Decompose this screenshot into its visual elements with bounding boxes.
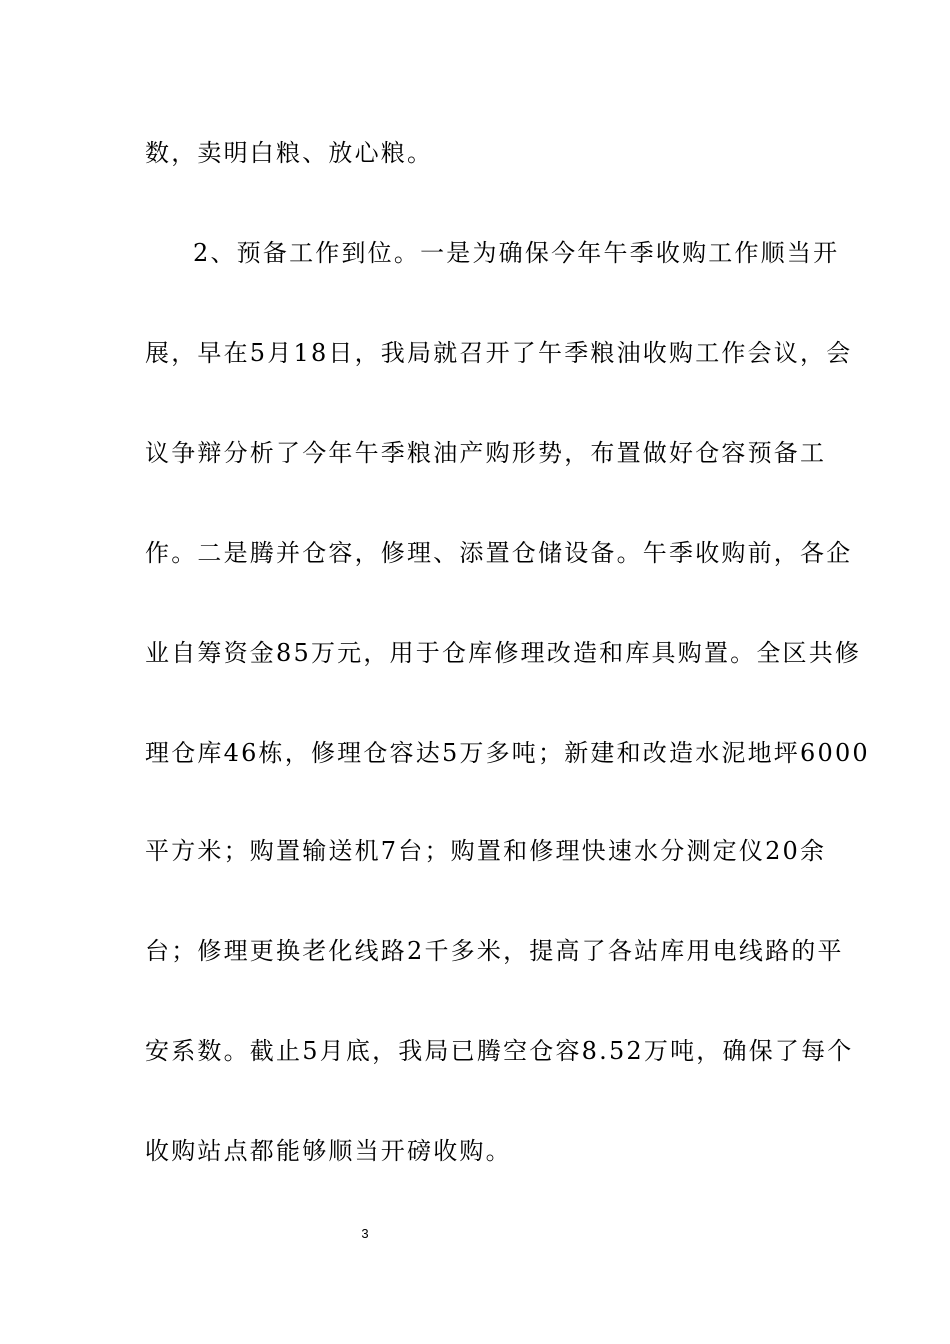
paragraph-line-6: 业自筹资金85万元，用于仓库修理改造和库具购置。全区共修 (145, 639, 862, 667)
paragraph-line-9: 台；修理更换老化线路2千多米，提高了各站库用电线路的平 (145, 937, 844, 965)
paragraph-line-1: 数，卖明白粮、放心粮。 (145, 139, 434, 167)
page-number: 3 (361, 1226, 369, 1241)
paragraph-line-8: 平方米；购置输送机7台；购置和修理快速水分测定仪20余 (145, 837, 827, 865)
paragraph-line-7: 理仓库46栋，修理仓容达5万多吨；新建和改造水泥地坪6000 (145, 739, 870, 767)
paragraph-line-10: 安系数。截止5月底，我局已腾空仓容8.52万吨，确保了每个 (145, 1037, 854, 1065)
paragraph-line-5: 作。二是腾并仓容，修理、添置仓储设备。午季收购前，各企 (145, 539, 853, 567)
paragraph-line-3: 展，早在5月18日，我局就召开了午季粮油收购工作会议，会 (145, 339, 853, 367)
paragraph-line-4: 议争辩分析了今年午季粮油产购形势，布置做好仓容预备工 (145, 439, 827, 467)
paragraph-line-11: 收购站点都能够顺当开磅收购。 (145, 1137, 512, 1165)
paragraph-line-2: 2、预备工作到位。一是为确保今年午季收购工作顺当开 (193, 239, 840, 267)
